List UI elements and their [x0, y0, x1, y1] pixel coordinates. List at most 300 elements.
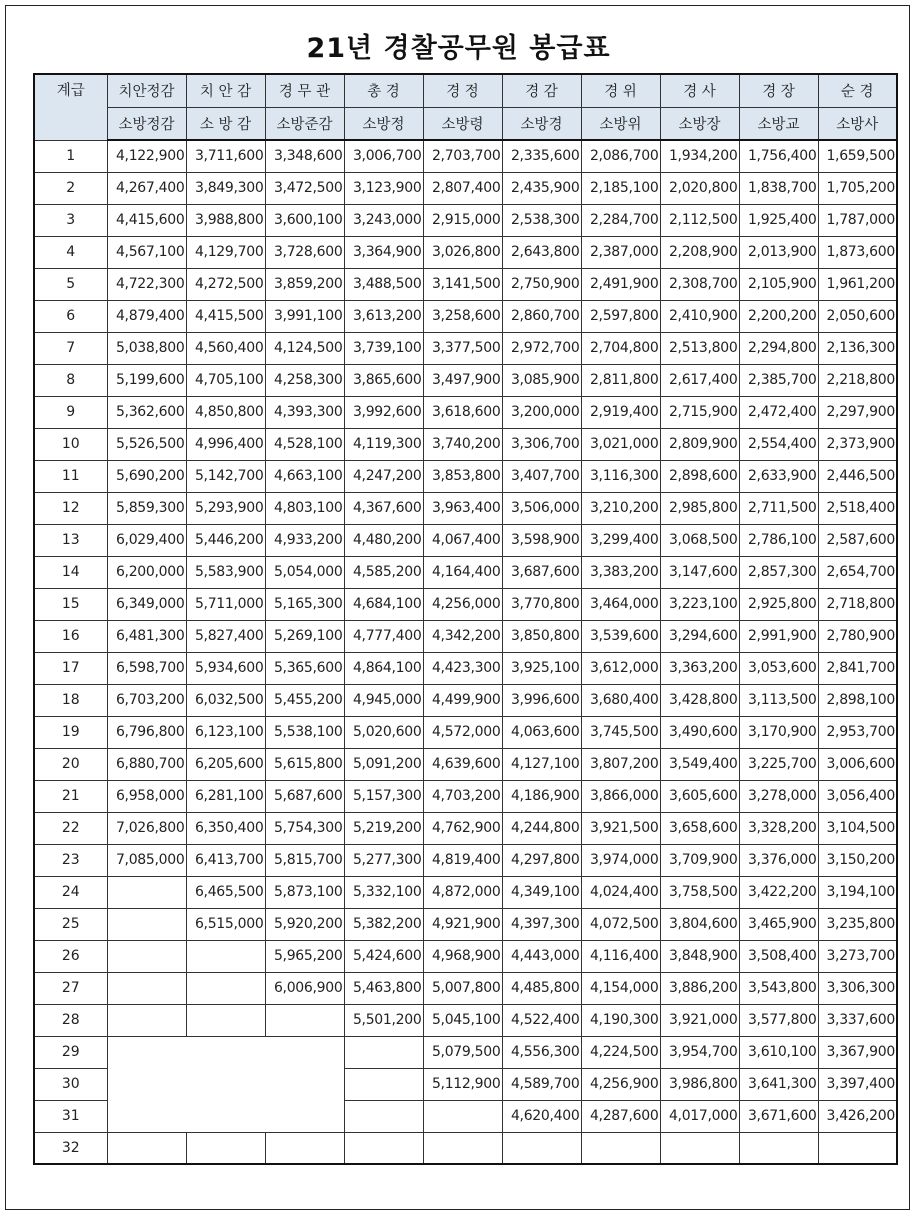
salary-cell: 3,490,600: [660, 716, 739, 748]
salary-cell: 2,518,400: [818, 492, 897, 524]
salary-cell: 3,328,200: [739, 812, 818, 844]
salary-cell: 2,786,100: [739, 524, 818, 556]
grade-header: 계급: [34, 74, 107, 140]
salary-cell: 3,612,000: [581, 652, 660, 684]
table-row: [34, 140, 897, 172]
salary-cell: 3,377,500: [423, 332, 502, 364]
grade-cell: 22: [34, 812, 107, 844]
empty-cell: [423, 1100, 502, 1132]
table-row: [34, 1100, 897, 1132]
empty-cell: [265, 1100, 344, 1132]
salary-cell: 3,859,200: [265, 268, 344, 300]
salary-cell: 2,410,900: [660, 300, 739, 332]
salary-cell: 3,680,400: [581, 684, 660, 716]
salary-cell: 3,376,000: [739, 844, 818, 876]
salary-cell: 5,446,200: [186, 524, 265, 556]
salary-cell: 3,687,600: [502, 556, 581, 588]
salary-cell: 2,780,900: [818, 620, 897, 652]
salary-cell: 2,919,400: [581, 396, 660, 428]
police-rank-header: 치안정감: [107, 74, 186, 107]
salary-cell: 3,147,600: [660, 556, 739, 588]
salary-cell: 4,423,300: [423, 652, 502, 684]
salary-cell: 3,577,800: [739, 1004, 818, 1036]
empty-cell: [265, 1068, 344, 1100]
salary-cell: 1,705,200: [818, 172, 897, 204]
table-row: [34, 844, 897, 876]
salary-cell: 2,711,500: [739, 492, 818, 524]
empty-cell: [107, 972, 186, 1004]
salary-cell: 5,711,000: [186, 588, 265, 620]
salary-cell: 2,811,800: [581, 364, 660, 396]
empty-cell: [186, 1100, 265, 1132]
salary-cell: 4,119,300: [344, 428, 423, 460]
salary-cell: 3,711,600: [186, 140, 265, 172]
salary-cell: 4,397,300: [502, 908, 581, 940]
salary-cell: 4,803,100: [265, 492, 344, 524]
empty-cell: [423, 1132, 502, 1164]
police-rank-header: 경 정: [423, 74, 502, 107]
salary-cell: 5,615,800: [265, 748, 344, 780]
salary-cell: 2,654,700: [818, 556, 897, 588]
salary-cell: 5,501,200: [344, 1004, 423, 1036]
salary-cell: 6,200,000: [107, 556, 186, 588]
salary-cell: 3,508,400: [739, 940, 818, 972]
grade-cell: 16: [34, 620, 107, 652]
salary-cell: 1,838,700: [739, 172, 818, 204]
salary-cell: 4,556,300: [502, 1036, 581, 1068]
salary-cell: 4,663,100: [265, 460, 344, 492]
header-row-police: [34, 74, 897, 107]
salary-cell: 2,704,800: [581, 332, 660, 364]
salary-cell: 4,528,100: [265, 428, 344, 460]
salary-cell: 3,383,200: [581, 556, 660, 588]
empty-cell: [344, 1036, 423, 1068]
salary-cell: 6,349,000: [107, 588, 186, 620]
grade-cell: 29: [34, 1036, 107, 1068]
salary-cell: 5,020,600: [344, 716, 423, 748]
salary-cell: 5,815,700: [265, 844, 344, 876]
empty-cell: [265, 1004, 344, 1036]
grade-cell: 20: [34, 748, 107, 780]
empty-cell: [186, 1036, 265, 1068]
salary-cell: 2,750,900: [502, 268, 581, 300]
grade-cell: 18: [34, 684, 107, 716]
salary-cell: 7,085,000: [107, 844, 186, 876]
salary-cell: 4,560,400: [186, 332, 265, 364]
salary-cell: 3,488,500: [344, 268, 423, 300]
salary-cell: 3,085,900: [502, 364, 581, 396]
table-row: [34, 332, 897, 364]
salary-cell: 2,513,800: [660, 332, 739, 364]
salary-cell: 4,127,100: [502, 748, 581, 780]
salary-cell: 4,443,000: [502, 940, 581, 972]
salary-cell: 3,225,700: [739, 748, 818, 780]
salary-cell: 5,054,000: [265, 556, 344, 588]
salary-cell: 3,258,600: [423, 300, 502, 332]
empty-cell: [581, 1132, 660, 1164]
salary-cell: 5,157,300: [344, 780, 423, 812]
salary-cell: 3,865,600: [344, 364, 423, 396]
fire-rank-header: 소방위: [581, 107, 660, 140]
salary-cell: 2,373,900: [818, 428, 897, 460]
salary-cell: 3,472,500: [265, 172, 344, 204]
grade-cell: 3: [34, 204, 107, 236]
salary-cell: 3,605,600: [660, 780, 739, 812]
grade-cell: 19: [34, 716, 107, 748]
salary-cell: 3,306,300: [818, 972, 897, 1004]
salary-cell: 5,463,800: [344, 972, 423, 1004]
table-row: [34, 1132, 897, 1164]
salary-cell: 4,272,500: [186, 268, 265, 300]
salary-cell: 4,639,600: [423, 748, 502, 780]
salary-cell: 3,613,200: [344, 300, 423, 332]
empty-cell: [186, 940, 265, 972]
salary-cell: 5,293,900: [186, 492, 265, 524]
grade-cell: 2: [34, 172, 107, 204]
empty-cell: [739, 1132, 818, 1164]
salary-cell: 4,067,400: [423, 524, 502, 556]
salary-cell: 4,297,800: [502, 844, 581, 876]
grade-cell: 12: [34, 492, 107, 524]
grade-cell: 10: [34, 428, 107, 460]
salary-cell: 3,740,200: [423, 428, 502, 460]
police-rank-header: 경 장: [739, 74, 818, 107]
salary-cell: 4,258,300: [265, 364, 344, 396]
grade-cell: 23: [34, 844, 107, 876]
salary-cell: 2,284,700: [581, 204, 660, 236]
salary-cell: 3,367,900: [818, 1036, 897, 1068]
salary-cell: 3,671,600: [739, 1100, 818, 1132]
salary-cell: 3,348,600: [265, 140, 344, 172]
salary-cell: 4,122,900: [107, 140, 186, 172]
table-row: [34, 972, 897, 1004]
police-rank-header: 경 무 관: [265, 74, 344, 107]
salary-cell: 5,091,200: [344, 748, 423, 780]
salary-cell: 3,113,500: [739, 684, 818, 716]
salary-cell: 5,165,300: [265, 588, 344, 620]
salary-cell: 4,063,600: [502, 716, 581, 748]
table-row: [34, 908, 897, 940]
salary-cell: 3,006,600: [818, 748, 897, 780]
salary-cell: 2,898,600: [660, 460, 739, 492]
salary-cell: 2,587,600: [818, 524, 897, 556]
salary-cell: 3,194,100: [818, 876, 897, 908]
grade-cell: 21: [34, 780, 107, 812]
page-title: 21년 경찰공무원 봉급표: [306, 33, 611, 64]
salary-cell: 3,991,100: [265, 300, 344, 332]
salary-cell: 4,968,900: [423, 940, 502, 972]
salary-cell: 2,050,600: [818, 300, 897, 332]
empty-cell: [107, 1004, 186, 1036]
table-row: [34, 268, 897, 300]
fire-rank-header: 소방사: [818, 107, 897, 140]
salary-cell: 3,610,100: [739, 1036, 818, 1068]
salary-cell: 3,974,000: [581, 844, 660, 876]
salary-cell: 3,056,400: [818, 780, 897, 812]
salary-cell: 3,464,000: [581, 588, 660, 620]
salary-cell: 5,269,100: [265, 620, 344, 652]
salary-cell: 4,722,300: [107, 268, 186, 300]
salary-cell: 2,991,900: [739, 620, 818, 652]
salary-cell: 2,925,800: [739, 588, 818, 620]
fire-rank-header: 소방정감: [107, 107, 186, 140]
salary-cell: 5,526,500: [107, 428, 186, 460]
salary-cell: 6,006,900: [265, 972, 344, 1004]
empty-cell: [818, 1132, 897, 1164]
salary-cell: 2,985,800: [660, 492, 739, 524]
salary-cell: 6,598,700: [107, 652, 186, 684]
salary-cell: 5,424,600: [344, 940, 423, 972]
salary-cell: 4,585,200: [344, 556, 423, 588]
salary-cell: 4,247,200: [344, 460, 423, 492]
salary-cell: 2,335,600: [502, 140, 581, 172]
grade-cell: 31: [34, 1100, 107, 1132]
empty-cell: [502, 1132, 581, 1164]
salary-cell: 4,996,400: [186, 428, 265, 460]
salary-cell: 2,387,000: [581, 236, 660, 268]
empty-cell: [107, 1068, 186, 1100]
empty-cell: [107, 1132, 186, 1164]
salary-cell: 2,218,800: [818, 364, 897, 396]
salary-cell: 4,850,800: [186, 396, 265, 428]
salary-cell: 3,337,600: [818, 1004, 897, 1036]
salary-cell: 1,925,400: [739, 204, 818, 236]
table-row: [34, 940, 897, 972]
salary-cell: 3,996,600: [502, 684, 581, 716]
empty-cell: [344, 1068, 423, 1100]
fire-rank-header: 소방정: [344, 107, 423, 140]
salary-cell: 3,954,700: [660, 1036, 739, 1068]
salary-cell: 2,385,700: [739, 364, 818, 396]
salary-cell: 5,362,600: [107, 396, 186, 428]
salary-cell: 2,472,400: [739, 396, 818, 428]
salary-cell: 4,589,700: [502, 1068, 581, 1100]
salary-cell: 4,116,400: [581, 940, 660, 972]
salary-cell: 3,243,000: [344, 204, 423, 236]
table-row: [34, 748, 897, 780]
table-row: [34, 204, 897, 236]
table-row: [34, 652, 897, 684]
grade-cell: 24: [34, 876, 107, 908]
empty-cell: [265, 1036, 344, 1068]
salary-cell: 6,413,700: [186, 844, 265, 876]
salary-cell: 1,659,500: [818, 140, 897, 172]
salary-cell: 3,294,600: [660, 620, 739, 652]
salary-cell: 5,827,400: [186, 620, 265, 652]
grade-cell: 9: [34, 396, 107, 428]
salary-cell: 3,150,200: [818, 844, 897, 876]
salary-cell: 3,223,100: [660, 588, 739, 620]
salary-cell: 6,796,800: [107, 716, 186, 748]
police-rank-header: 순 경: [818, 74, 897, 107]
salary-cell: 2,208,900: [660, 236, 739, 268]
salary-table: [33, 73, 898, 1165]
salary-cell: 5,859,300: [107, 492, 186, 524]
salary-cell: 2,718,800: [818, 588, 897, 620]
empty-cell: [344, 1132, 423, 1164]
salary-cell: 4,267,400: [107, 172, 186, 204]
salary-cell: 3,543,800: [739, 972, 818, 1004]
salary-cell: 3,709,900: [660, 844, 739, 876]
grade-cell: 17: [34, 652, 107, 684]
salary-cell: 2,491,900: [581, 268, 660, 300]
salary-cell: 6,205,600: [186, 748, 265, 780]
salary-cell: 3,422,200: [739, 876, 818, 908]
salary-cell: 2,703,700: [423, 140, 502, 172]
salary-cell: 3,963,400: [423, 492, 502, 524]
salary-cell: 3,618,600: [423, 396, 502, 428]
salary-cell: 3,988,800: [186, 204, 265, 236]
salary-cell: 3,866,000: [581, 780, 660, 812]
table-row: [34, 524, 897, 556]
table-row: [34, 300, 897, 332]
empty-cell: [107, 1100, 186, 1132]
salary-cell: 3,986,800: [660, 1068, 739, 1100]
grade-cell: 1: [34, 140, 107, 172]
salary-cell: 3,426,200: [818, 1100, 897, 1132]
salary-cell: 1,873,600: [818, 236, 897, 268]
salary-cell: 3,026,800: [423, 236, 502, 268]
table-row: [34, 1068, 897, 1100]
salary-cell: 3,363,200: [660, 652, 739, 684]
salary-cell: 6,515,000: [186, 908, 265, 940]
salary-cell: 2,554,400: [739, 428, 818, 460]
fire-rank-header: 소방령: [423, 107, 502, 140]
salary-cell: 3,141,500: [423, 268, 502, 300]
salary-cell: 4,620,400: [502, 1100, 581, 1132]
salary-cell: 5,142,700: [186, 460, 265, 492]
salary-cell: 5,199,600: [107, 364, 186, 396]
salary-cell: 4,256,900: [581, 1068, 660, 1100]
salary-cell: 5,754,300: [265, 812, 344, 844]
salary-cell: 4,224,500: [581, 1036, 660, 1068]
grade-cell: 6: [34, 300, 107, 332]
salary-cell: 5,538,100: [265, 716, 344, 748]
salary-cell: 5,038,800: [107, 332, 186, 364]
salary-cell: 3,658,600: [660, 812, 739, 844]
table-row: [34, 460, 897, 492]
salary-cell: 3,745,500: [581, 716, 660, 748]
salary-cell: 5,690,200: [107, 460, 186, 492]
table-row: [34, 812, 897, 844]
grade-cell: 27: [34, 972, 107, 1004]
salary-cell: 3,053,600: [739, 652, 818, 684]
salary-cell: 5,219,200: [344, 812, 423, 844]
grade-cell: 14: [34, 556, 107, 588]
grade-cell: 7: [34, 332, 107, 364]
empty-cell: [186, 972, 265, 1004]
table-row: [34, 492, 897, 524]
salary-cell: 2,446,500: [818, 460, 897, 492]
salary-cell: 2,841,700: [818, 652, 897, 684]
salary-cell: 4,024,400: [581, 876, 660, 908]
salary-cell: 4,186,900: [502, 780, 581, 812]
empty-cell: [186, 1068, 265, 1100]
salary-cell: 4,762,900: [423, 812, 502, 844]
salary-cell: 4,499,900: [423, 684, 502, 716]
salary-cell: 5,112,900: [423, 1068, 502, 1100]
salary-cell: 3,600,100: [265, 204, 344, 236]
salary-cell: 2,915,000: [423, 204, 502, 236]
salary-cell: 3,758,500: [660, 876, 739, 908]
salary-cell: 2,715,900: [660, 396, 739, 428]
table-row: [34, 876, 897, 908]
salary-cell: 2,809,900: [660, 428, 739, 460]
fire-rank-header: 소방장: [660, 107, 739, 140]
salary-cell: 3,886,200: [660, 972, 739, 1004]
salary-cell: 5,277,300: [344, 844, 423, 876]
salary-cell: 2,308,700: [660, 268, 739, 300]
salary-cell: 3,123,900: [344, 172, 423, 204]
salary-cell: 6,123,100: [186, 716, 265, 748]
salary-cell: 3,278,000: [739, 780, 818, 812]
salary-cell: 4,705,100: [186, 364, 265, 396]
fire-rank-header: 소방교: [739, 107, 818, 140]
salary-cell: 5,965,200: [265, 940, 344, 972]
salary-cell: 6,032,500: [186, 684, 265, 716]
salary-cell: 4,017,000: [660, 1100, 739, 1132]
salary-cell: 4,124,500: [265, 332, 344, 364]
salary-cell: 4,864,100: [344, 652, 423, 684]
salary-cell: 3,104,500: [818, 812, 897, 844]
table-row: [34, 396, 897, 428]
salary-cell: 3,728,600: [265, 236, 344, 268]
police-rank-header: 경 위: [581, 74, 660, 107]
table-row: [34, 556, 897, 588]
salary-cell: 4,945,000: [344, 684, 423, 716]
salary-cell: 5,045,100: [423, 1004, 502, 1036]
salary-cell: 5,455,200: [265, 684, 344, 716]
salary-cell: 5,332,100: [344, 876, 423, 908]
salary-cell: 3,539,600: [581, 620, 660, 652]
table-row: [34, 780, 897, 812]
salary-cell: 2,633,900: [739, 460, 818, 492]
salary-cell: 7,026,800: [107, 812, 186, 844]
salary-cell: 4,819,400: [423, 844, 502, 876]
salary-cell: 5,365,600: [265, 652, 344, 684]
empty-cell: [107, 908, 186, 940]
table-row: [34, 172, 897, 204]
empty-cell: [265, 1132, 344, 1164]
empty-cell: [344, 1100, 423, 1132]
salary-cell: 2,200,200: [739, 300, 818, 332]
header-row-fire: [34, 107, 897, 140]
salary-cell: 4,342,200: [423, 620, 502, 652]
salary-cell: 4,349,100: [502, 876, 581, 908]
salary-cell: 4,287,600: [581, 1100, 660, 1132]
police-rank-header: 경 감: [502, 74, 581, 107]
salary-cell: 4,072,500: [581, 908, 660, 940]
salary-cell: 2,185,100: [581, 172, 660, 204]
salary-cell: 4,129,700: [186, 236, 265, 268]
salary-cell: 3,299,400: [581, 524, 660, 556]
salary-cell: 1,756,400: [739, 140, 818, 172]
salary-cell: 4,703,200: [423, 780, 502, 812]
salary-cell: 2,860,700: [502, 300, 581, 332]
salary-cell: 4,485,800: [502, 972, 581, 1004]
empty-cell: [107, 940, 186, 972]
salary-cell: 6,880,700: [107, 748, 186, 780]
police-rank-header: 총 경: [344, 74, 423, 107]
salary-cell: 2,617,400: [660, 364, 739, 396]
salary-cell: 1,961,200: [818, 268, 897, 300]
salary-cell: 3,770,800: [502, 588, 581, 620]
salary-cell: 5,382,200: [344, 908, 423, 940]
salary-cell: 6,958,000: [107, 780, 186, 812]
salary-cell: 3,021,000: [581, 428, 660, 460]
salary-cell: 4,684,100: [344, 588, 423, 620]
salary-cell: 4,154,000: [581, 972, 660, 1004]
